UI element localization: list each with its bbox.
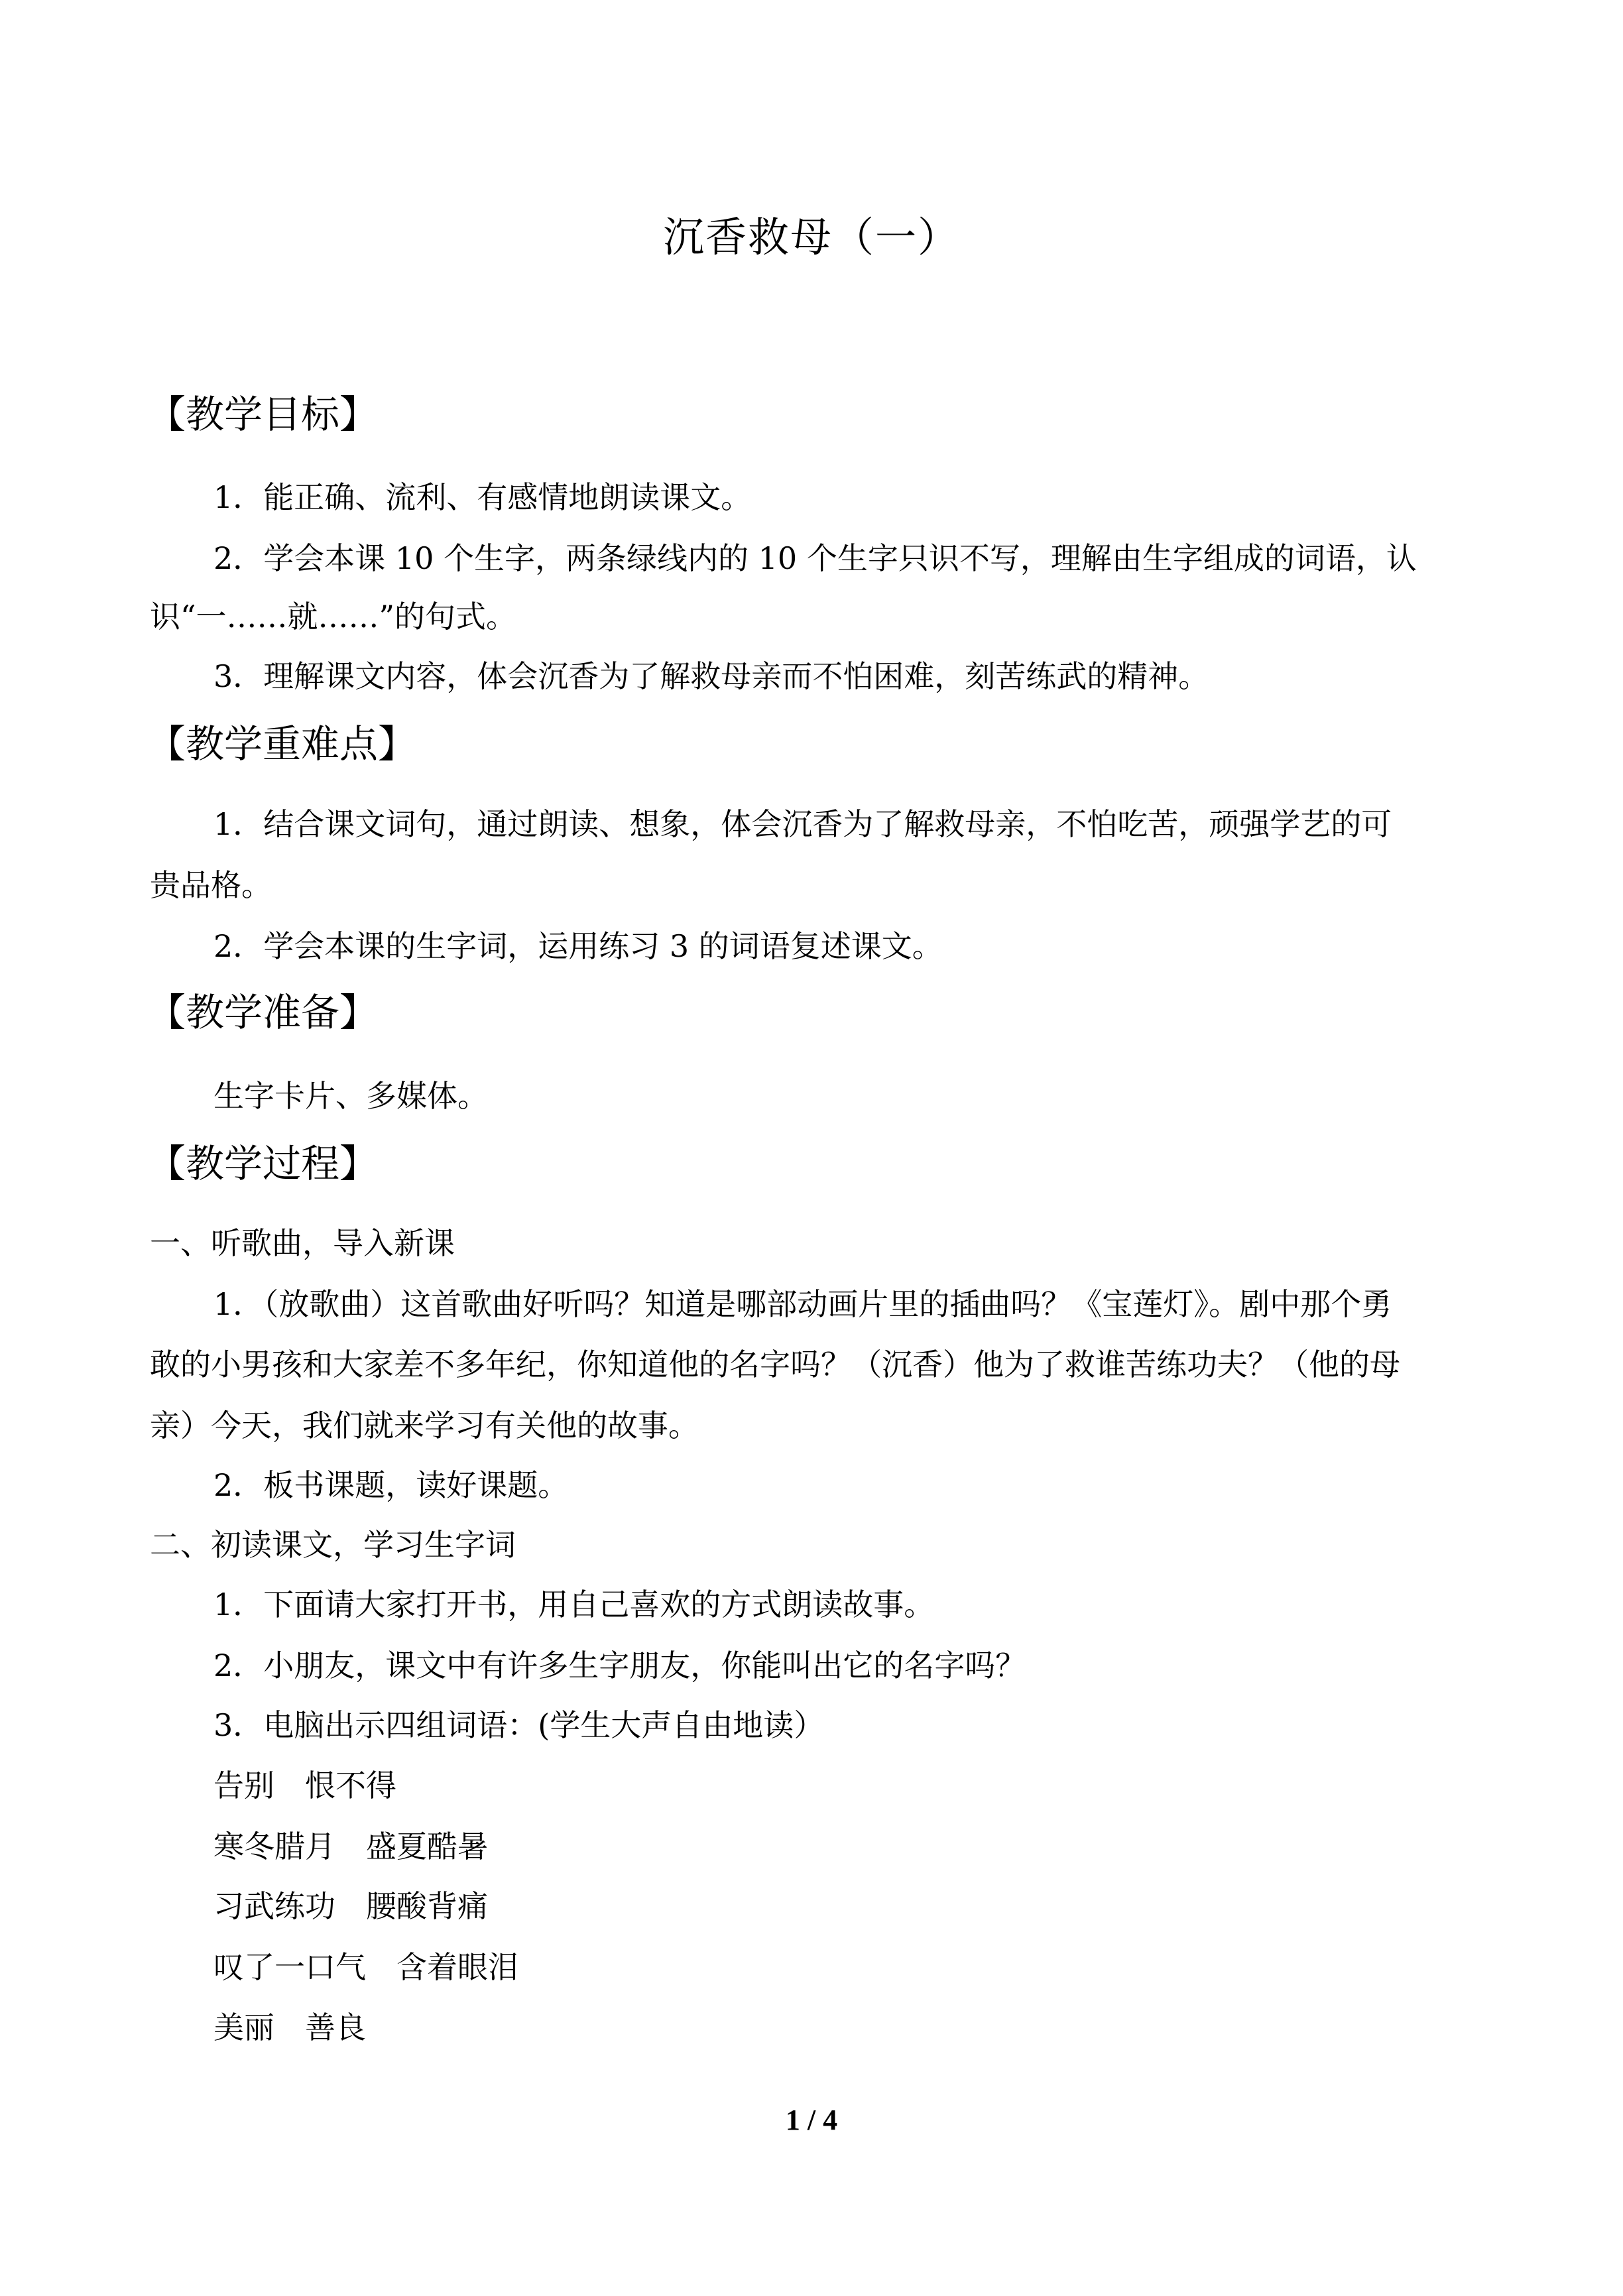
process-line: 1．下面请大家打开书，用自己喜欢的方式朗读故事。 (213, 1587, 935, 1622)
vocab-line: 习武练功 腰酸背痛 (213, 1888, 488, 1924)
process-step-heading: 一、听歌曲，导入新课 (150, 1225, 455, 1261)
document-title: 沉香救母（一） (662, 213, 960, 261)
section-heading-preparation: 【教学准备】 (147, 990, 379, 1035)
key-point-line: 2．学会本课的生字词，运用练习 3 的词语复述课文。 (213, 928, 943, 964)
process-line: 亲）今天，我们就来学习有关他的故事。 (150, 1408, 699, 1443)
process-line: 1．（放歌曲）这首歌曲好听吗？知道是哪部动画片里的插曲吗？《宝莲灯》。剧中那个勇 (213, 1286, 1392, 1322)
section-heading-key-points: 【教学重难点】 (147, 721, 417, 766)
vocab-line: 告别 恨不得 (213, 1768, 396, 1803)
objective-line: 2．学会本课 10 个生字，两条绿线内的 10 个生字只识不写，理解由生字组成的词语，认 (213, 540, 1417, 576)
process-line: 敢的小男孩和大家差不多年纪，你知道他的名字吗？（沉香）他为了救谁苦练功夫？（他的母 (150, 1347, 1400, 1382)
key-point-line: 贵品格。 (150, 867, 272, 903)
process-line: 3．电脑出示四组词语：(学生大声自由地读） (213, 1707, 825, 1743)
vocab-line: 寒冬腊月 盛夏酷暑 (213, 1829, 488, 1864)
vocab-line: 叹了一口气 含着眼泪 (213, 1949, 518, 1985)
section-heading-process: 【教学过程】 (147, 1141, 379, 1186)
vocab-line: 美丽 善良 (213, 2010, 366, 2045)
objective-line: 3．理解课文内容，体会沉香为了解救母亲而不怕困难，刻苦练武的精神。 (213, 658, 1209, 694)
process-step-heading: 二、初读课文，学习生字词 (150, 1527, 516, 1563)
objective-line: 1．能正确、流利、有感情地朗读课文。 (213, 479, 752, 515)
preparation-line: 生字卡片、多媒体。 (213, 1078, 488, 1114)
section-heading-objectives: 【教学目标】 (147, 392, 379, 437)
key-point-line: 1．结合课文词句，通过朗读、想象，体会沉香为了解救母亲，不怕吃苦，顽强学艺的可 (213, 806, 1392, 842)
process-line: 2．小朋友，课文中有许多生字朋友，你能叫出它的名字吗？ (213, 1648, 1026, 1683)
page-number: 1 / 4 (785, 2104, 838, 2136)
process-line: 2．板书课题，读好课题。 (213, 1467, 569, 1503)
objective-line: 识“一……就……”的句式。 (150, 599, 517, 634)
